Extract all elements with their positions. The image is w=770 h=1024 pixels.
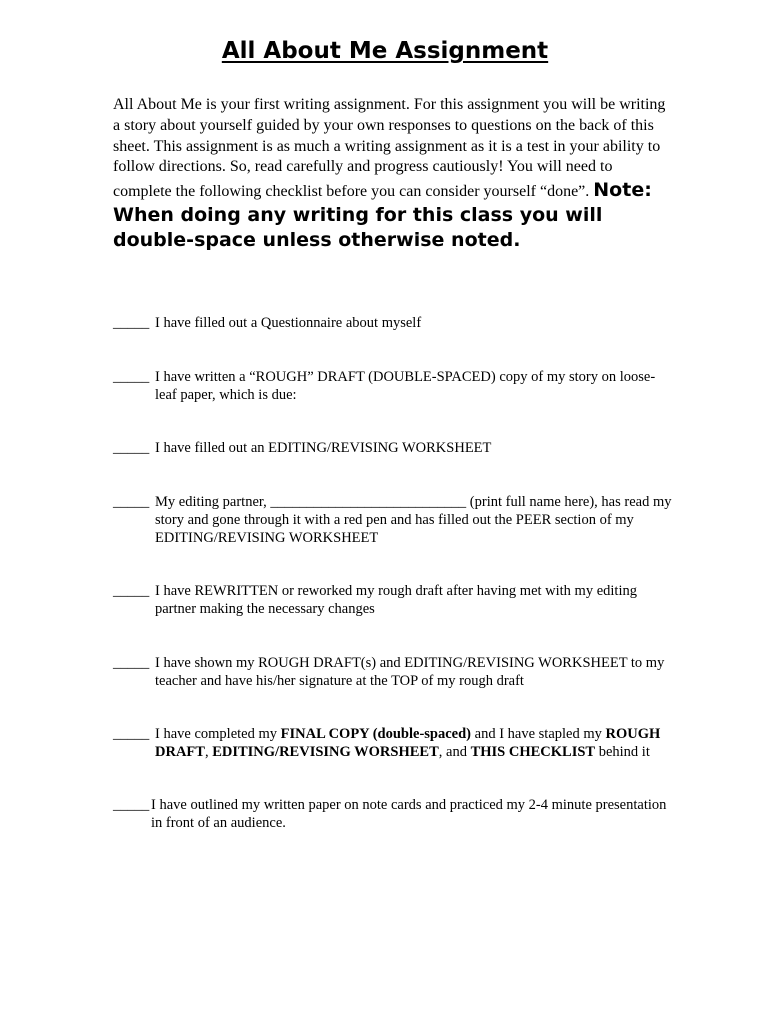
final-copy-bold-3: EDITING/REVISING WORSHEET	[212, 744, 439, 760]
checkbox-blank-line: _____	[113, 583, 150, 599]
checkbox-blank-line: _____	[113, 369, 150, 385]
final-copy-bold-1: FINAL COPY (double-spaced)	[280, 726, 472, 742]
checklist-item-text: I have shown my ROUGH DRAFT(s) and EDITING/REVISING WORKSHEET to my teacher and have his/her signature at the TOP of my rough draft	[155, 655, 665, 689]
intro-paragraph	[113, 95, 673, 253]
final-copy-text-1: I have completed my	[155, 726, 281, 742]
checklist-item-text: I have written a “ROUGH” DRAFT (DOUBLE-SPACED) copy of my story on loose-leaf paper, which is due:	[155, 369, 656, 403]
checklist-item-rewritten	[113, 582, 673, 618]
checklist-item-text: I have outlined my written paper on note cards and practiced my 2-4 minute presentation in front of an audience.	[151, 797, 667, 831]
partner-text-after: (print full name here), has read my story and gone through it with a red pen and has filled out the PEER section of my EDITING/REVISING WORKSHEET	[155, 494, 672, 546]
final-copy-text-4: , and	[438, 744, 471, 760]
checklist-item-text	[155, 493, 673, 547]
page-title: All About Me Assignment	[221, 38, 549, 64]
checklist-item-text: I have filled out a Questionnaire about myself	[155, 315, 422, 331]
checkbox-blank-line: _____	[113, 315, 150, 331]
final-copy-bold-2: ROUGH DRAFT	[155, 726, 661, 760]
checkbox-blank-line: _____	[113, 655, 150, 671]
checklist-item-rough-draft	[113, 368, 673, 404]
partner-text-before: My editing partner,	[155, 494, 271, 510]
final-copy-text-3: ,	[204, 744, 213, 760]
final-copy-text-5: behind it	[595, 744, 650, 760]
final-copy-text-2: and I have stapled my	[471, 726, 606, 742]
checklist-item-questionnaire	[113, 314, 673, 332]
checklist-item-editing-worksheet	[113, 439, 673, 457]
checkbox-blank-line: _____	[113, 494, 150, 510]
checklist-item-text: I have filled out an EDITING/REVISING WORKSHEET	[155, 440, 492, 456]
checklist-item-text	[155, 725, 673, 761]
intro-note: Note: When doing any writing for this class you will double-space unless otherwise noted.	[113, 179, 652, 251]
checkbox-blank-line: _____	[113, 797, 150, 813]
checkbox-blank-line: _____	[113, 440, 150, 456]
intro-body: All About Me is your first writing assignment. For this assignment you will be writing a story about yourself guided by your own responses to questions on the back of this sheet. This assignment is as much a writing assignment as it is a test in your ability to follow directions. So, read carefully and progress cautiously! You will need to complete the following checklist before you can consider yourself “done”.	[113, 96, 666, 201]
checklist-item-teacher-signature	[113, 654, 673, 690]
partner-name-blank: ___________________________	[270, 494, 467, 510]
checklist-item-editing-partner	[113, 493, 673, 547]
final-copy-bold-4: THIS CHECKLIST	[470, 744, 596, 760]
checkbox-blank-line: _____	[113, 726, 150, 742]
checklist-item-final-copy	[113, 725, 673, 761]
checklist-item-presentation	[113, 796, 673, 832]
checklist-item-text: I have REWRITTEN or reworked my rough draft after having met with my editing partner making the necessary changes	[155, 583, 637, 617]
